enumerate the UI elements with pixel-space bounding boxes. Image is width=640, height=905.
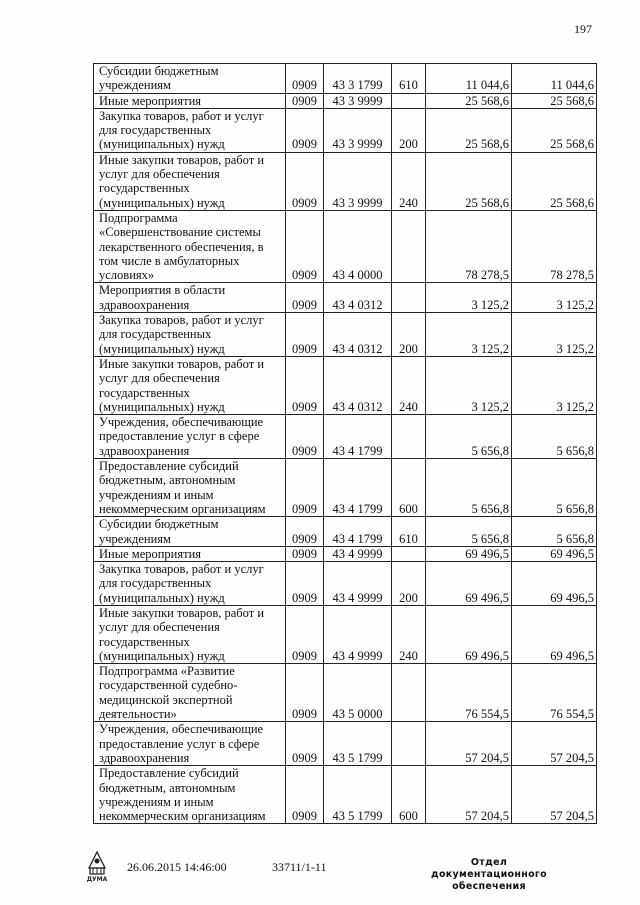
table-row [94,562,597,606]
row-sum-1-cell: 78 278,5 [426,210,512,282]
row-expense-type-cell: 240 [392,605,426,663]
row-target-article-cell: 43 4 0312 [324,313,392,357]
row-section-cell: 0909 [286,356,324,414]
row-target-article-cell: 43 4 9999 [324,605,392,663]
row-sum-2-cell: 57 204,5 [512,722,597,766]
row-sum-1-cell: 57 204,5 [426,722,512,766]
row-sum-1-cell: 5 656,8 [426,415,512,459]
row-sum-2-cell: 78 278,5 [512,210,597,282]
row-sum-2-cell: 5 656,8 [512,415,597,459]
row-target-article-cell: 43 4 1799 [324,459,392,517]
table-row [94,766,597,824]
row-target-article-cell: 43 5 0000 [324,664,392,722]
row-name-cell: Закупка товаров, работ и услуг для государственных (муниципальных) нужд [94,562,286,606]
table-row [94,64,597,94]
row-name-cell: Иные мероприятия [94,93,286,108]
row-expense-type-cell: 200 [392,562,426,606]
table-row [94,356,597,414]
row-section-cell: 0909 [286,313,324,357]
row-target-article-cell: 43 4 0312 [324,283,392,313]
row-section-cell: 0909 [286,605,324,663]
table-row [94,605,597,663]
row-sum-1-cell: 69 496,5 [426,546,512,561]
row-sum-2-cell: 57 204,5 [512,766,597,824]
row-name-cell: Иные закупки товаров, работ и услуг для обеспечения государственных (муниципальных) нужд [94,605,286,663]
duma-emblem-icon [84,848,110,882]
page-number: 197 [574,22,592,36]
row-target-article-cell: 43 3 9999 [324,152,392,210]
row-sum-1-cell: 76 554,5 [426,664,512,722]
row-sum-2-cell: 69 496,5 [512,546,597,561]
row-target-article-cell: 43 4 0000 [324,210,392,282]
row-name-cell: Субсидии бюджетным учреждениям [94,517,286,547]
table-row [94,210,597,282]
row-section-cell: 0909 [286,283,324,313]
row-target-article-cell: 43 4 0312 [324,356,392,414]
row-target-article-cell: 43 4 1799 [324,517,392,547]
row-expense-type-cell [392,722,426,766]
svg-text:ДУМА: ДУМА [86,876,108,882]
row-name-cell: Подпрограмма «Совершенствование системы лекарственного обеспечения, в том числе в амбулаторных условиях» [94,210,286,282]
row-name-cell: Предоставление субсидий бюджетным, автономным учреждениям и иным некоммерческим организациям [94,766,286,824]
row-target-article-cell: 43 3 1799 [324,64,392,94]
row-sum-1-cell: 25 568,6 [426,108,512,152]
table-row [94,722,597,766]
row-name-cell: Иные закупки товаров, работ и услуг для обеспечения государственных (муниципальных) нужд [94,152,286,210]
row-name-cell: Субсидии бюджетным учреждениям [94,64,286,94]
row-expense-type-cell: 600 [392,766,426,824]
row-sum-2-cell: 25 568,6 [512,152,597,210]
row-expense-type-cell: 600 [392,459,426,517]
budget-table-body [94,64,597,824]
row-sum-1-cell: 3 125,2 [426,283,512,313]
row-sum-1-cell: 57 204,5 [426,766,512,824]
row-target-article-cell: 43 5 1799 [324,766,392,824]
row-target-article-cell: 43 4 9999 [324,546,392,561]
footer-dept-line2: обеспечения [452,881,526,892]
row-section-cell: 0909 [286,210,324,282]
row-section-cell: 0909 [286,664,324,722]
row-expense-type-cell [392,664,426,722]
row-name-cell: Мероприятия в области здравоохранения [94,283,286,313]
row-sum-2-cell: 5 656,8 [512,517,597,547]
row-expense-type-cell: 610 [392,64,426,94]
row-target-article-cell: 43 5 1799 [324,722,392,766]
row-sum-2-cell: 69 496,5 [512,605,597,663]
row-sum-1-cell: 25 568,6 [426,93,512,108]
table-row [94,108,597,152]
row-name-cell: Закупка товаров, работ и услуг для государственных (муниципальных) нужд [94,108,286,152]
row-sum-1-cell: 11 044,6 [426,64,512,94]
row-section-cell: 0909 [286,64,324,94]
row-name-cell: Предоставление субсидий бюджетным, автономным учреждениям и иным некоммерческим организациям [94,459,286,517]
footer-date: 26.06.2015 14:46:00 [127,860,227,874]
row-sum-1-cell: 25 568,6 [426,152,512,210]
row-expense-type-cell: 200 [392,313,426,357]
row-section-cell: 0909 [286,459,324,517]
row-expense-type-cell: 240 [392,152,426,210]
row-expense-type-cell [392,93,426,108]
row-section-cell: 0909 [286,562,324,606]
row-sum-1-cell: 3 125,2 [426,313,512,357]
footer-doc-number: 33711/1-11 [272,860,327,874]
budget-table [93,63,597,824]
row-section-cell: 0909 [286,93,324,108]
row-name-cell: Учреждения, обеспечивающие предоставление услуг в сфере здравоохранения [94,415,286,459]
table-row [94,152,597,210]
row-sum-1-cell: 69 496,5 [426,605,512,663]
row-expense-type-cell [392,546,426,561]
row-section-cell: 0909 [286,108,324,152]
row-target-article-cell: 43 4 1799 [324,415,392,459]
row-sum-2-cell: 11 044,6 [512,64,597,94]
table-row [94,546,597,561]
row-name-cell: Иные закупки товаров, работ и услуг для обеспечения государственных (муниципальных) нужд [94,356,286,414]
table-row [94,415,597,459]
page-footer [0,848,640,905]
footer-dept-line1: Отдел документационного [431,857,547,880]
table-row [94,459,597,517]
row-expense-type-cell: 240 [392,356,426,414]
table-row [94,313,597,357]
row-section-cell: 0909 [286,415,324,459]
row-sum-2-cell: 25 568,6 [512,108,597,152]
row-target-article-cell: 43 3 9999 [324,93,392,108]
row-target-article-cell: 43 3 9999 [324,108,392,152]
table-row [94,664,597,722]
row-expense-type-cell [392,283,426,313]
row-name-cell: Закупка товаров, работ и услуг для государственных (муниципальных) нужд [94,313,286,357]
row-sum-2-cell: 69 496,5 [512,562,597,606]
row-sum-2-cell: 3 125,2 [512,313,597,357]
row-section-cell: 0909 [286,766,324,824]
table-row [94,283,597,313]
row-expense-type-cell [392,210,426,282]
table-row [94,93,597,108]
row-sum-1-cell: 3 125,2 [426,356,512,414]
row-sum-2-cell: 3 125,2 [512,283,597,313]
row-sum-2-cell: 3 125,2 [512,356,597,414]
row-section-cell: 0909 [286,722,324,766]
row-section-cell: 0909 [286,546,324,561]
row-sum-1-cell: 69 496,5 [426,562,512,606]
row-expense-type-cell: 200 [392,108,426,152]
row-name-cell: Подпрограмма «Развитие государственной судебно-медицинской экспертной деятельности» [94,664,286,722]
row-section-cell: 0909 [286,517,324,547]
row-sum-2-cell: 25 568,6 [512,93,597,108]
row-target-article-cell: 43 4 9999 [324,562,392,606]
table-row [94,517,597,547]
row-sum-1-cell: 5 656,8 [426,459,512,517]
row-section-cell: 0909 [286,152,324,210]
row-sum-1-cell: 5 656,8 [426,517,512,547]
row-name-cell: Иные мероприятия [94,546,286,561]
row-expense-type-cell [392,415,426,459]
footer-department [414,857,564,893]
row-expense-type-cell: 610 [392,517,426,547]
row-sum-2-cell: 5 656,8 [512,459,597,517]
row-sum-2-cell: 76 554,5 [512,664,597,722]
row-name-cell: Учреждения, обеспечивающие предоставление услуг в сфере здравоохранения [94,722,286,766]
